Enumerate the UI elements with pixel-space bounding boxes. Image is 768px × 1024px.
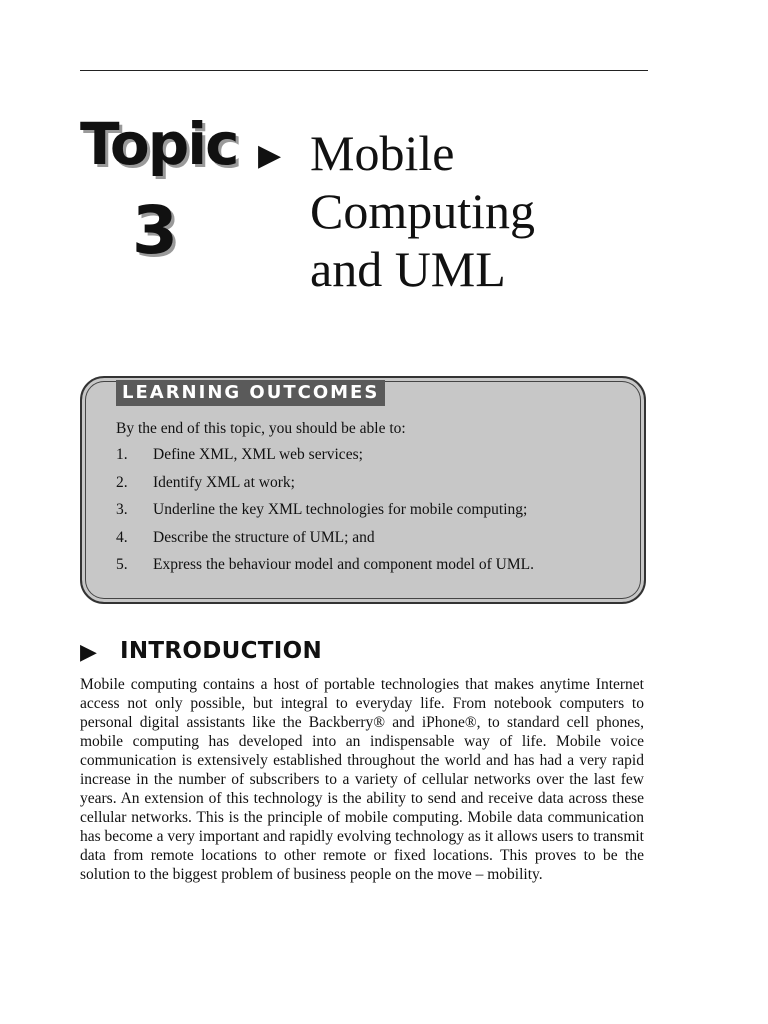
learning-outcomes-list — [116, 446, 534, 584]
list-item — [116, 474, 534, 502]
page-title — [310, 124, 640, 298]
list-item — [116, 529, 534, 557]
item-text: Underline the key XML technologies for mobile computing; — [153, 501, 528, 518]
learning-outcomes-heading: LEARNING OUTCOMES — [116, 380, 385, 406]
item-text: Describe the structure of UML; and — [153, 528, 375, 546]
item-number: 4. — [116, 528, 128, 546]
top-rule — [80, 70, 648, 71]
section-arrow-icon: ▶ — [80, 640, 97, 665]
item-number: 1. — [116, 446, 128, 463]
topic-label: Topic — [80, 110, 238, 178]
item-number: 2. — [116, 473, 128, 491]
list-item — [116, 446, 534, 474]
title-line: Mobile — [310, 125, 455, 181]
item-number: 3. — [116, 501, 128, 518]
item-text: Define XML, XML web services; — [153, 446, 363, 463]
item-number: 5. — [116, 556, 128, 573]
introduction-paragraph: Mobile computing contains a host of portable technologies that makes anytime Internet access not only possible, but integral to everyday life. From notebook computers to personal digital assistants like the Backberry® and iPhone®, to standard cell phones, mobile computing has developed into an indispensable way of life. Mobile voice communication is extensively established throughout the world and has had a very rapid increase in the number of subscribers to a variety of cellular networks over the last few years. An extension of this technology is the ability to send and receive data across these cellular networks. This is the principle of mobile computing. Mobile data communication has become a very important and rapidly evolving technology as it allows users to transmit data from remote locations to other remote or fixed locations. This proves to be the solution to the biggest problem of business people on the move – mobility. — [80, 676, 644, 883]
item-text: Express the behaviour model and component model of UML. — [153, 556, 534, 573]
section-heading: INTRODUCTION — [120, 638, 323, 664]
title-line: and UML — [310, 241, 506, 297]
item-text: Identify XML at work; — [153, 473, 295, 491]
list-item — [116, 501, 534, 529]
learning-outcomes-intro: By the end of this topic, you should be able to: — [116, 420, 406, 437]
topic-number: 3 — [132, 192, 178, 269]
title-line: Computing — [310, 183, 536, 239]
title-arrow-icon: ▶ — [258, 138, 282, 173]
list-item — [116, 556, 534, 584]
